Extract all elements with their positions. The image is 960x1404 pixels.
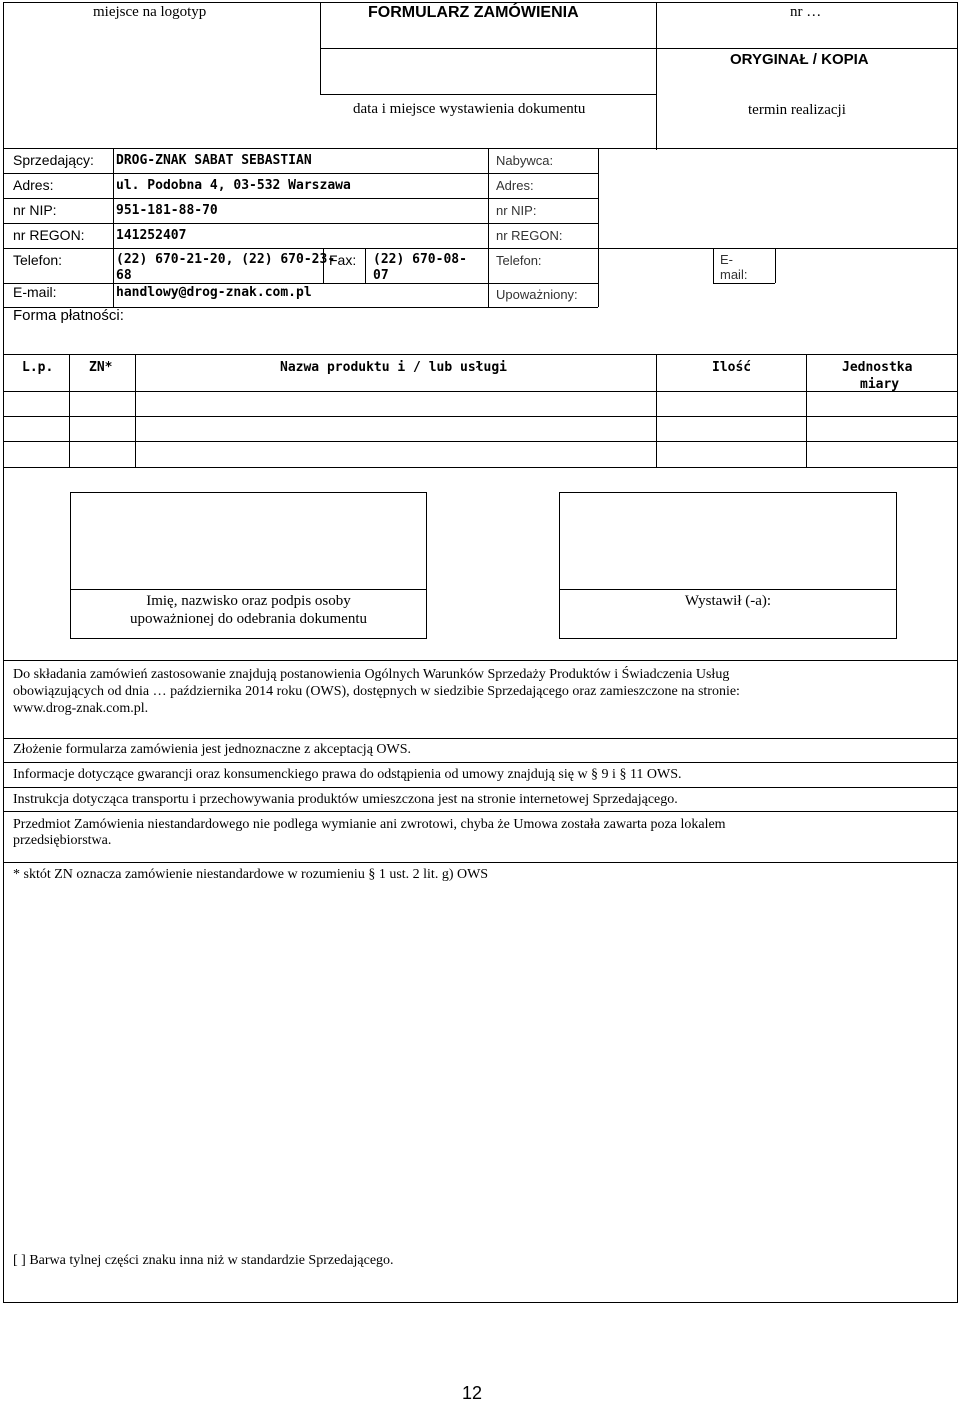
issuer-signature-box[interactable]	[559, 492, 897, 590]
seller-phone-line2: 68	[116, 268, 132, 283]
buyer-email-label-line1: E-	[720, 252, 733, 267]
acceptance-note: Złożenie formularza zamówienia jest jednoznaczne z akceptacją OWS.	[13, 742, 412, 757]
issuer-caption: Wystawił (-a):	[684, 593, 772, 609]
original-copy-label: ORYGINAŁ / KOPIA	[730, 51, 869, 68]
recipient-caption-line2: upoważnionej do odebrania dokumentu	[129, 611, 368, 627]
buyer-regon-label: nr REGON:	[496, 228, 563, 243]
seller-address-label: Adres:	[13, 177, 54, 193]
buyer-phone-label: Telefon:	[496, 253, 542, 268]
seller-fax-line1: (22) 670-08-	[373, 252, 467, 267]
terms-text-line3: www.drog-znak.com.pl.	[13, 701, 149, 716]
column-header-unit-line1: Jednostka	[842, 360, 913, 375]
nonstandard-note-line2: przedsiębiorstwa.	[13, 833, 112, 848]
column-header-lp: L.p.	[22, 360, 54, 375]
seller-fax-label: Fax:	[329, 252, 357, 268]
seller-fax-line2: 07	[373, 268, 389, 283]
seller-phone-label: Telefon:	[13, 252, 63, 268]
zn-footnote: * sktót ZN oznacza zamówienie niestandardowe w rozumieniu § 1 ust. 2 lit. g) OWS	[13, 867, 489, 882]
buyer-email-label-line2: mail:	[720, 267, 748, 282]
form-title: FORMULARZ ZAMÓWIENIA	[368, 4, 579, 21]
warranty-note: Informacje dotyczące gwarancji oraz konsumenckiego prawa do odstąpienia od umowy znajdują się w § 9 i § 11 OWS.	[13, 767, 682, 782]
transport-note: Instrukcja dotycząca transportu i przechowywania produktów umieszczona jest na stronie internetowej Sprzedającego.	[13, 792, 678, 807]
column-header-quantity: Ilość	[712, 360, 752, 375]
terms-text-line1: Do składania zamówień zastosowanie znajdują postanowienia Ogólnych Warunków Sprzedaży Produktów i Świadczenia Usług	[13, 667, 730, 682]
seller-nip-label: nr NIP:	[13, 202, 57, 218]
seller-label: Sprzedający:	[13, 152, 94, 168]
terms-text-line2: obowiązujących od dnia … października 2014 roku (OWS), dostępnych w siedzibie Sprzedającego oraz zamieszczone na stronie:	[13, 684, 740, 699]
buyer-nip-label: nr NIP:	[496, 203, 537, 218]
seller-regon: 141252407	[116, 228, 187, 243]
seller-nip: 951-181-88-70	[116, 203, 218, 218]
column-header-unit-line2: miary	[860, 377, 900, 392]
buyer-address-label: Adres:	[496, 178, 534, 193]
buyer-authorized-label: Upoważniony:	[496, 287, 578, 302]
document-number: nr …	[790, 4, 822, 20]
recipient-caption-line1: Imię, nazwisko oraz podpis osoby	[146, 593, 351, 609]
table-row[interactable]	[4, 392, 956, 416]
table-row[interactable]	[4, 442, 956, 467]
payment-method-label: Forma płatności:	[13, 307, 124, 324]
seller-address: ul. Podobna 4, 03-532 Warszawa	[116, 178, 351, 193]
nonstandard-note-line1: Przedmiot Zamówienia niestandardowego nie podlega wymianie ani zwrotowi, chyba że Umowa została zawarta poza lokalem	[13, 817, 726, 832]
seller-email-label: E-mail:	[13, 284, 57, 300]
seller-regon-label: nr REGON:	[13, 227, 85, 243]
table-row[interactable]	[4, 417, 956, 441]
recipient-signature-box[interactable]	[70, 492, 427, 590]
column-header-zn: ZN*	[89, 360, 113, 375]
page-number: 12	[462, 1383, 483, 1403]
back-color-option-checkbox[interactable]: [ ] Barwa tylnej części znaku inna niż w standardzie Sprzedającego.	[13, 1253, 394, 1268]
column-header-product-name: Nazwa produktu i / lub usługi	[280, 360, 507, 375]
buyer-label: Nabywca:	[496, 153, 554, 168]
seller-name: DROG-ZNAK SABAT SEBASTIAN	[116, 153, 312, 168]
completion-date: termin realizacji	[748, 102, 846, 118]
logo-placeholder: miejsce na logotyp	[93, 4, 207, 20]
issue-date-place: data i miejsce wystawienia dokumentu	[353, 101, 586, 117]
seller-email: handlowy@drog-znak.com.pl	[116, 285, 312, 300]
seller-phone-line1: (22) 670-21-20, (22) 670-23-	[116, 252, 336, 267]
